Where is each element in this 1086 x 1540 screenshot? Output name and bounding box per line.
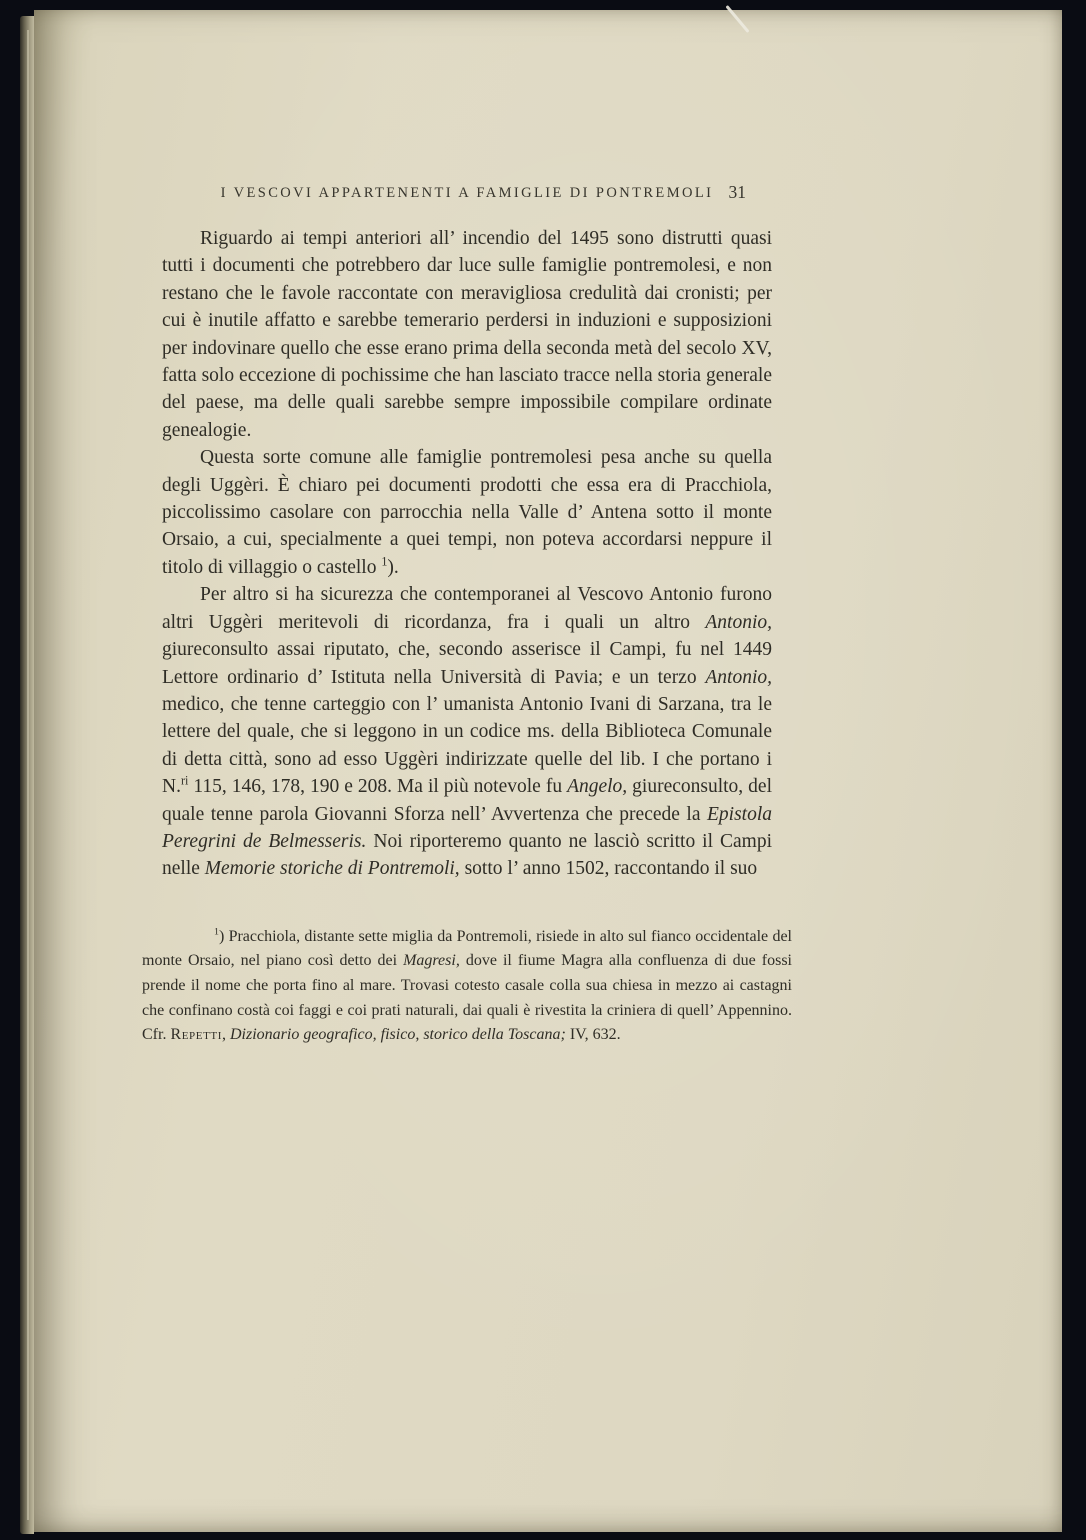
- body-text: [162, 225, 772, 883]
- text-block: [142, 182, 792, 1048]
- paragraph-1: Riguardo ai tempi anteriori all’ incendio del 1495 sono distrutti quasi tutti i documenti che potrebbero dar luce sulle famiglie pontremolesi, e non restano che le favole raccontate con meravigliosa credulità dai cronisti; per cui è inutile affatto e sarebbe temerario perdersi in induzioni e supposizioni per indovinare quello che esse erano prima della seconda metà del secolo XV, fatta solo eccezione di pochissime che han lasciato tracce nella storia generale del paese, ma delle quali sarebbe sempre impossibile compilare ordinate genealogie.: [162, 228, 772, 441]
- book-page: [34, 10, 1062, 1532]
- binding-thread-icon: [725, 5, 749, 33]
- paragraph-2: Questa sorte comune alle famiglie pontremolesi pesa anche su quella degli Uggèri. È chiaro pei documenti prodotti che essa era di Pracchiola, piccolissimo casolare con parrocchia nella Valle d’ Antena sotto il monte Orsaio, a cui, specialmente a quei tempi, non poteva accordarsi neppure il titolo di villaggio o castello $^1$).: [162, 447, 772, 578]
- running-title: I VESCOVI APPARTENENTI A FAMIGLIE DI PONTREMOLI: [220, 185, 714, 201]
- page-edge-highlight: [27, 30, 29, 1520]
- footnote: $^1$) Pracchiola, distante sette miglia da Pontremoli, risiede in alto sul fianco occidentale del monte Orsaio, nel piano così detto dei Magresi, dove il fiume Magra alla confluenza di due fossi prende il nome che porta fino al mare. Trovasi cotesto casale colla sua chiesa in mezzo ai castagni che confinano costà coi faggi e coi prati naturali, dai quali è rivestita la criniera di quell’ Appennino. Cfr. Repetti, Dizionario geografico, fisico, storico della Toscana; IV, 632.: [142, 926, 792, 1044]
- page-number: 31: [728, 182, 746, 202]
- running-header: [162, 182, 772, 211]
- paragraph-3: Per altro si ha sicurezza che contemporanei al Vescovo Antonio furono altri Uggèri meritevoli di ricordanza, fra i quali un altro Antonio, giureconsulto assai riputato, che, secondo asserisce il Campi, fu nel 1449 Lettore ordinario d’ Istituta nella Università di Pavia; e un terzo Antonio, medico, che tenne carteggio con l’ umanista Antonio Ivani di Sarzana, tra le lettere del quale, che si leggono in un codice ms. della Biblioteca Comunale di detta città, sono ad esso Uggèri indirizzate quelle del lib. I che portano i N.$^{ri}$ 115, 146, 178, 190 e 208. Ma il più notevole fu Angelo, giureconsulto, del quale tenne parola Giovanni Sforza nell’ Avvertenza che precede la Epistola Peregrini de Belmesseris. Noi riporteremo quanto ne lasciò scritto il Campi nelle Memorie storiche di Pontremoli, sotto l’ anno 1502, raccontando il suo: [162, 584, 772, 880]
